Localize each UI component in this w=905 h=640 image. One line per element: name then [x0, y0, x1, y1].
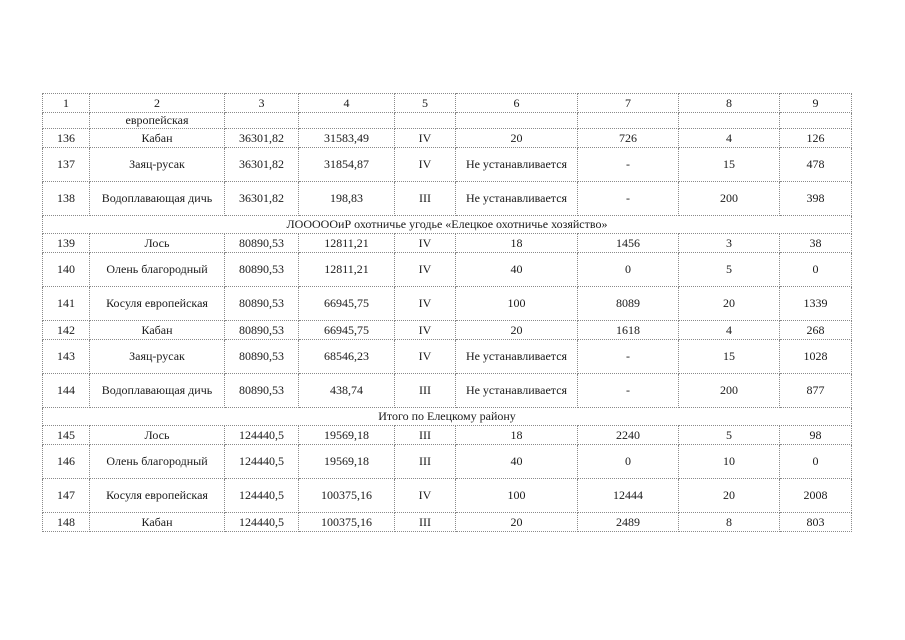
table-cell: 31854,87: [299, 148, 395, 182]
table-cell: III: [395, 513, 456, 532]
table-cell: 100: [456, 287, 578, 321]
table-row: [43, 479, 852, 513]
table-cell: 19569,18: [299, 445, 395, 479]
table-row: [43, 340, 852, 374]
header-cell: 8: [679, 94, 780, 113]
table-cell: 2240: [578, 426, 679, 445]
table-cell: [578, 113, 679, 129]
table-cell: 124440,5: [225, 445, 299, 479]
section-row: [43, 216, 852, 234]
table-cell: [679, 113, 780, 129]
header-cell: 7: [578, 94, 679, 113]
header-cell: 2: [90, 94, 225, 113]
table-cell: IV: [395, 340, 456, 374]
table-cell: Косуля европейская: [90, 287, 225, 321]
table-row: [43, 426, 852, 445]
table-cell: 98: [780, 426, 852, 445]
table-cell: 100375,16: [299, 479, 395, 513]
table-cell: [456, 113, 578, 129]
table-cell: -: [578, 340, 679, 374]
table-cell: 1339: [780, 287, 852, 321]
table-cell: 803: [780, 513, 852, 532]
table-cell: 3: [679, 234, 780, 253]
table-cell: 80890,53: [225, 287, 299, 321]
table-cell: 137: [43, 148, 90, 182]
table-cell: -: [578, 182, 679, 216]
table-cell: 20: [456, 513, 578, 532]
table-cell: Кабан: [90, 129, 225, 148]
table-cell: 141: [43, 287, 90, 321]
table-cell: 1028: [780, 340, 852, 374]
table-cell: 147: [43, 479, 90, 513]
table-cell: 877: [780, 374, 852, 408]
table-row: [43, 234, 852, 253]
table-cell: 10: [679, 445, 780, 479]
header-cell: 3: [225, 94, 299, 113]
table-cell: 200: [679, 182, 780, 216]
table-cell: 31583,49: [299, 129, 395, 148]
table-cell: III: [395, 445, 456, 479]
table-cell: 124440,5: [225, 426, 299, 445]
table-cell: Олень благородный: [90, 253, 225, 287]
table-cell: 15: [679, 148, 780, 182]
table-cell: -: [578, 374, 679, 408]
table-cell: [395, 113, 456, 129]
table-cell: 80890,53: [225, 374, 299, 408]
table-cell: 398: [780, 182, 852, 216]
table-cell: 36301,82: [225, 182, 299, 216]
table-row: [43, 374, 852, 408]
table-cell: 0: [780, 445, 852, 479]
table-cell: IV: [395, 479, 456, 513]
table-cell: [780, 113, 852, 129]
table-cell: 726: [578, 129, 679, 148]
header-cell: 5: [395, 94, 456, 113]
table-cell: 5: [679, 253, 780, 287]
table-cell: IV: [395, 253, 456, 287]
table-cell: 5: [679, 426, 780, 445]
table-cell: 268: [780, 321, 852, 340]
table-cell: 478: [780, 148, 852, 182]
table-cell: 124440,5: [225, 479, 299, 513]
table-cell: Заяц-русак: [90, 148, 225, 182]
table-cell: 2489: [578, 513, 679, 532]
header-cell: 6: [456, 94, 578, 113]
table-cell: 80890,53: [225, 253, 299, 287]
table-cell: 136: [43, 129, 90, 148]
table-row: [43, 321, 852, 340]
table-cell: 20: [679, 287, 780, 321]
table-cell: 126: [780, 129, 852, 148]
table-cell: Водоплавающая дичь: [90, 182, 225, 216]
table-row: [43, 445, 852, 479]
table-cell: 100375,16: [299, 513, 395, 532]
table-cell: 12444: [578, 479, 679, 513]
table-cell: 146: [43, 445, 90, 479]
table-cell: 8: [679, 513, 780, 532]
table-cell: 198,83: [299, 182, 395, 216]
table-cell: IV: [395, 287, 456, 321]
table-cell: Заяц-русак: [90, 340, 225, 374]
table-row: [43, 513, 852, 532]
table-cell: IV: [395, 129, 456, 148]
table-cell: 144: [43, 374, 90, 408]
table-cell: Лось: [90, 426, 225, 445]
header-cell: 1: [43, 94, 90, 113]
table-cell: 438,74: [299, 374, 395, 408]
table-row: [43, 148, 852, 182]
table-cell: 12811,21: [299, 234, 395, 253]
header-cell: 9: [780, 94, 852, 113]
table-cell: 124440,5: [225, 513, 299, 532]
hunting-quota-table: [42, 93, 852, 532]
table-cell: [225, 113, 299, 129]
table-row: [43, 129, 852, 148]
table-cell: 4: [679, 129, 780, 148]
table-cell: 36301,82: [225, 129, 299, 148]
table-cell: Косуля европейская: [90, 479, 225, 513]
table-row: [43, 253, 852, 287]
section-row: [43, 408, 852, 426]
table-cell: 40: [456, 253, 578, 287]
table-cell: 100: [456, 479, 578, 513]
table-cell: 140: [43, 253, 90, 287]
table-cell: [43, 113, 90, 129]
table-cell: 66945,75: [299, 287, 395, 321]
table-cell: Кабан: [90, 513, 225, 532]
table-cell: 145: [43, 426, 90, 445]
table-cell: 66945,75: [299, 321, 395, 340]
table-cell: III: [395, 374, 456, 408]
table-cell: IV: [395, 148, 456, 182]
table-row: [43, 182, 852, 216]
section-title: ЛОООООиР охотничье угодье «Елецкое охотничье хозяйство»: [43, 216, 852, 234]
table-cell: 4: [679, 321, 780, 340]
table-cell: IV: [395, 321, 456, 340]
header-cell: 4: [299, 94, 395, 113]
table-cell: Водоплавающая дичь: [90, 374, 225, 408]
table-cell: 1456: [578, 234, 679, 253]
table-cell: 20: [456, 321, 578, 340]
table-cell: 80890,53: [225, 321, 299, 340]
table-cell: Не устанавливается: [456, 374, 578, 408]
table-cell: 0: [780, 253, 852, 287]
table-cell: 15: [679, 340, 780, 374]
table-cell: 18: [456, 426, 578, 445]
table-cell: 19569,18: [299, 426, 395, 445]
table-cell: 20: [679, 479, 780, 513]
table-cell: 1618: [578, 321, 679, 340]
table-cell: Кабан: [90, 321, 225, 340]
continuation-row: [43, 113, 852, 129]
table-cell: Не устанавливается: [456, 148, 578, 182]
table-cell: 142: [43, 321, 90, 340]
table-cell: III: [395, 182, 456, 216]
table-cell: 12811,21: [299, 253, 395, 287]
table-cell: 0: [578, 253, 679, 287]
table-cell: III: [395, 426, 456, 445]
section-title: Итого по Елецкому району: [43, 408, 852, 426]
table-cell: Олень благородный: [90, 445, 225, 479]
table-cell: 80890,53: [225, 340, 299, 374]
table-cell: 18: [456, 234, 578, 253]
table-cell: [299, 113, 395, 129]
table-cell: 0: [578, 445, 679, 479]
table-cell: 38: [780, 234, 852, 253]
table-cell: 200: [679, 374, 780, 408]
table-cell: IV: [395, 234, 456, 253]
table-cell: Не устанавливается: [456, 340, 578, 374]
table-cell: европейская: [90, 113, 225, 129]
table-cell: 20: [456, 129, 578, 148]
table-cell: -: [578, 148, 679, 182]
table-row: [43, 287, 852, 321]
table-cell: 138: [43, 182, 90, 216]
table-cell: 80890,53: [225, 234, 299, 253]
table-cell: 139: [43, 234, 90, 253]
table-cell: 36301,82: [225, 148, 299, 182]
table-cell: 8089: [578, 287, 679, 321]
table-cell: 68546,23: [299, 340, 395, 374]
table-cell: 2008: [780, 479, 852, 513]
table-cell: 40: [456, 445, 578, 479]
table-cell: 143: [43, 340, 90, 374]
header-row: [43, 94, 852, 113]
table-cell: Не устанавливается: [456, 182, 578, 216]
table-cell: 148: [43, 513, 90, 532]
table-cell: Лось: [90, 234, 225, 253]
